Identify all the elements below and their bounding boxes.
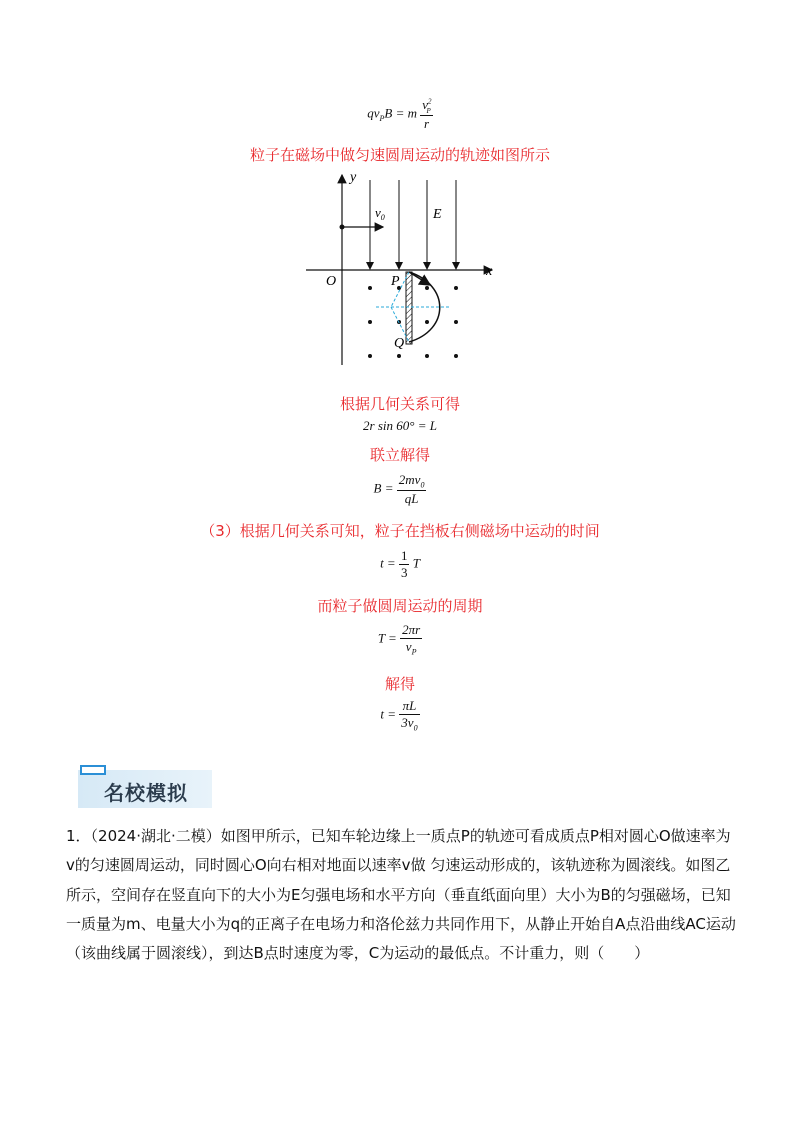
- trajectory-figure: [300, 165, 510, 370]
- step-period: 而粒子做圆周运动的周期: [317, 597, 483, 615]
- problem-text: 如图甲所示，已知车轮边缘上一质点P的轨迹可看成质点P相对圆心O做速率为v的匀速圆周运动，同时圆心O向右相对地面以速率v做 匀速运动形成的，该轨迹称为圆滚线。如图乙所示，空间存在竖直向下的大小为E匀强电场和水平方向（垂直纸面向里）大小为B的匀强磁场，已知一质量为m、电量大小为q的正离子在电场力和洛伦兹力共同作用下，从静止开始自A点沿曲线AC运动（该曲线属于圆滚线），到达B点时速度为零，C为运动的最低点。不计重力，则（ ）: [66, 827, 736, 963]
- x-axis-label: x: [486, 264, 493, 279]
- equation-period: T = $\frac{2\pi r}{v_P}$: [377, 622, 421, 657]
- problem-number: 1．: [66, 827, 91, 845]
- field-label: E: [433, 207, 442, 222]
- section-title: 名校模拟: [104, 781, 188, 805]
- caption-trajectory: 粒子在磁场中做匀速圆周运动的轨迹如图所示: [249, 146, 550, 164]
- banner-decoration: [80, 765, 106, 775]
- problem-source: （2024·湖北·二模）: [90, 827, 221, 845]
- equation-t-fraction: t = $\frac{1}{3}$ T: [380, 548, 420, 580]
- magnetic-field-dots: [368, 286, 458, 358]
- point-P-label: P: [391, 274, 400, 289]
- problem-paragraph: [66, 822, 736, 968]
- baffle-plate: [406, 272, 412, 344]
- point-Q-label: Q: [394, 336, 405, 351]
- origin-label: O: [326, 274, 337, 289]
- equation-t-result: t = $\frac{\pi L}{3v_0}$: [380, 698, 418, 733]
- step-time: （3）根据几何关系可知，粒子在挡板右侧磁场中运动的时间: [200, 522, 600, 540]
- step-result: 解得: [384, 675, 415, 693]
- step-geometry: 根据几何关系可得: [339, 395, 460, 413]
- step-solve: 联立解得: [369, 446, 430, 464]
- equation-B: B = $\frac{2mv_0}{qL}$: [373, 472, 425, 506]
- equation-lorentz-force: $qv_PB = m$ $\frac{v^2_P}{r}$: [367, 97, 432, 131]
- equation-geometry: 2r sin 60° = L: [363, 418, 437, 433]
- y-axis-label: y: [350, 170, 357, 185]
- velocity-label: $v_0$: [375, 205, 385, 222]
